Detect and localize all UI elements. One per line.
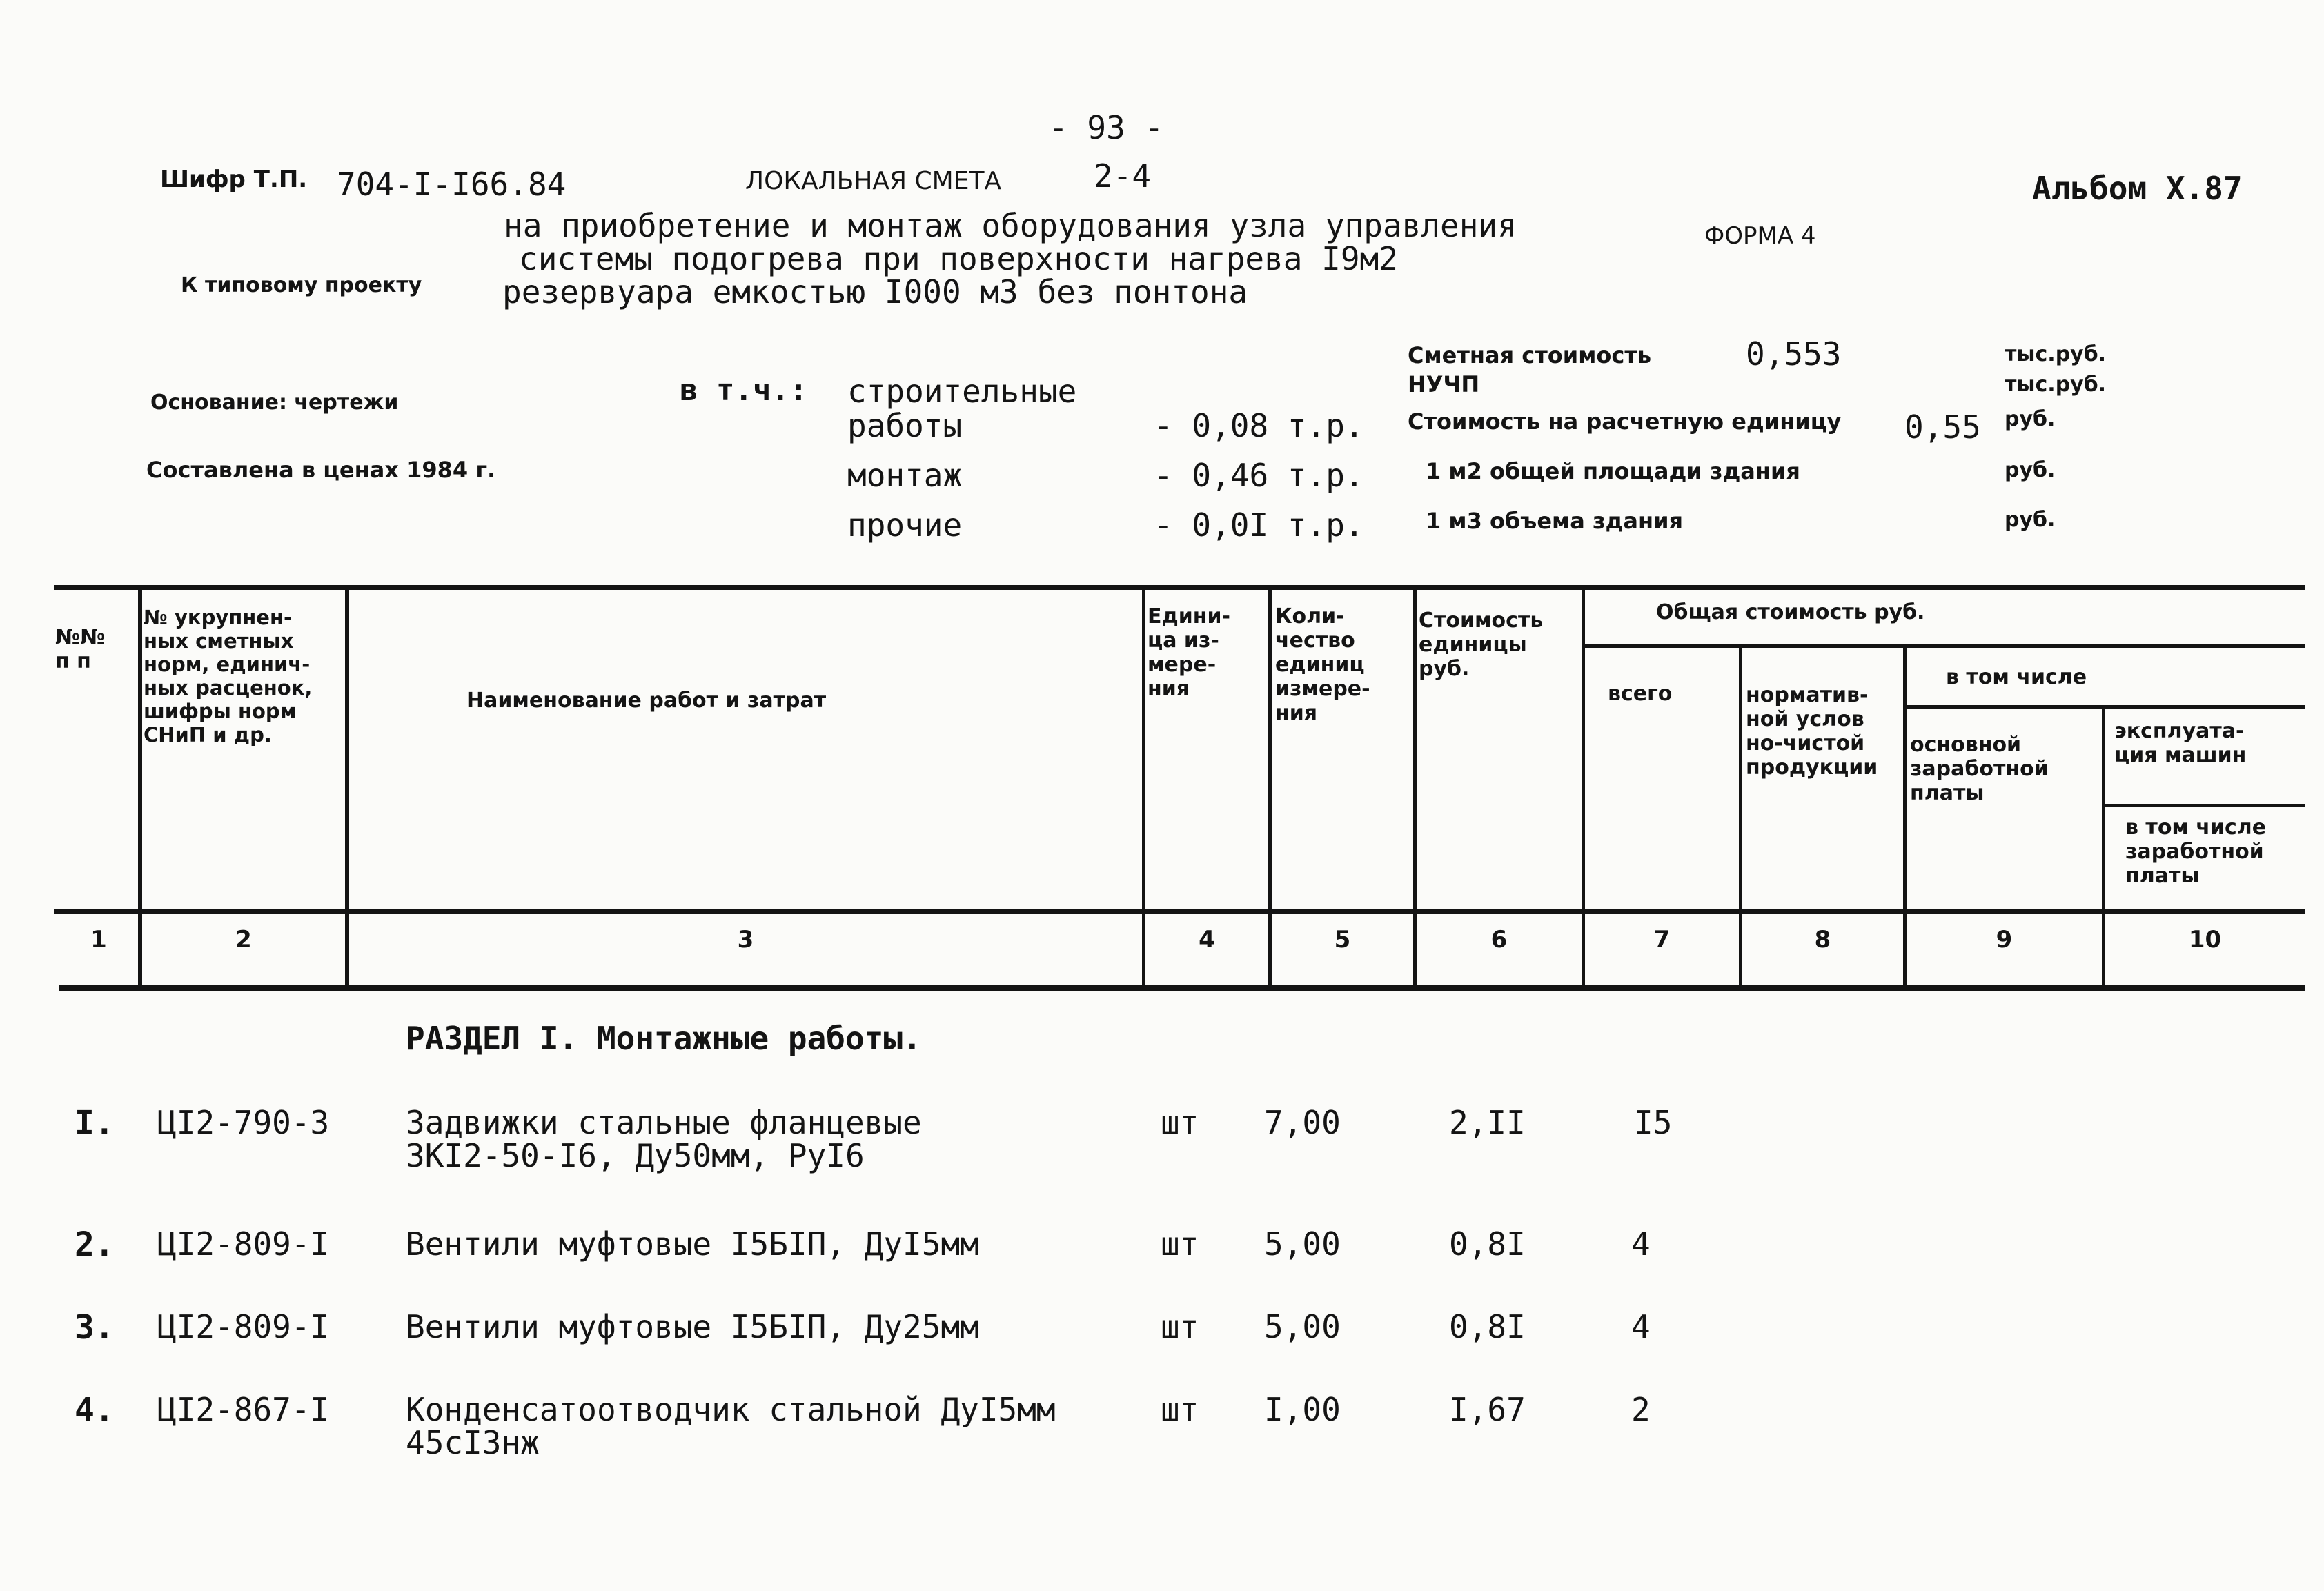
col-number-6: 6 xyxy=(1490,926,1508,953)
hdr-col-2: № укрупнен- ных сметных норм, единич- ных расценок, шифры норм СНиП и др. xyxy=(144,606,313,747)
cipher-label: Шифр Т.П. xyxy=(160,166,308,193)
row-total: 2 xyxy=(1631,1391,1651,1428)
row-qty: 5,00 xyxy=(1264,1308,1341,1345)
col-number-2: 2 xyxy=(235,926,252,953)
incl-item-3-value: - 0,0I т.р. xyxy=(1154,506,1364,544)
row-qty: 5,00 xyxy=(1264,1225,1341,1263)
doc-number: 2-4 xyxy=(1094,157,1152,195)
unit-thousand-1: тыс.руб. xyxy=(2005,342,2107,366)
row-name-line-2: 45сI3нж xyxy=(406,1424,540,1461)
row-price: I,67 xyxy=(1449,1391,1526,1428)
hdr-col-1: №№ п п xyxy=(55,625,106,673)
basis-label: Основание: чертежи xyxy=(150,391,399,415)
row-code: ЦI2-867-I xyxy=(157,1391,330,1428)
section-title: РАЗДЕЛ I. Монтажные работы. xyxy=(406,1020,922,1057)
per-m2-label: 1 м2 общей площади здания xyxy=(1426,458,1800,484)
col-number-4: 4 xyxy=(1199,926,1215,953)
incl-label: в т.ч.: xyxy=(680,373,808,408)
form-label: ФОРМА 4 xyxy=(1704,222,1816,250)
row-price: 2,II xyxy=(1449,1104,1526,1141)
row-number: 3. xyxy=(75,1308,115,1347)
hdr-col-5: Коли- чество единиц измере- ния xyxy=(1275,604,1370,725)
hdr-col-3: Наименование работ и затрат xyxy=(466,689,827,713)
hdr-col-10: в том числе заработной платы xyxy=(2125,816,2267,888)
unit-thousand-2: тыс.руб. xyxy=(2005,373,2107,397)
row-name-line-1: Вентили муфтовые I5БIП, Ду25мм xyxy=(406,1308,979,1345)
row-name-line-1: Вентили муфтовые I5БIП, ДуI5мм xyxy=(406,1225,979,1263)
machines-rule xyxy=(2105,804,2305,807)
hdr-col-7: всего xyxy=(1608,682,1673,706)
album-label: Альбом X.87 xyxy=(2032,170,2243,207)
row-code: ЦI2-790-3 xyxy=(157,1104,330,1141)
hdr-col-4: Едини- ца из- мере- ния xyxy=(1148,604,1230,701)
estimate-cost-value: 0,553 xyxy=(1746,335,1842,373)
col-number-5: 5 xyxy=(1334,926,1351,953)
row-unit: шт xyxy=(1161,1225,1199,1263)
hdr-col-8: норматив- ной услов но-чистой продукции xyxy=(1746,683,1878,780)
incl-item-2-value: - 0,46 т.р. xyxy=(1154,457,1364,494)
unit-cost-value: 0,55 xyxy=(1904,408,1981,446)
hdr-total-group: Общая стоимость руб. xyxy=(1656,600,1925,624)
prices-label: Составлена в ценах 1984 г. xyxy=(146,457,496,483)
row-qty: I,00 xyxy=(1264,1391,1341,1428)
row-unit: шт xyxy=(1161,1391,1199,1428)
col-number-8: 8 xyxy=(1814,926,1831,953)
row-total: 4 xyxy=(1631,1225,1651,1263)
hdr-col-6: Стоимость единицы руб. xyxy=(1419,609,1544,681)
incl-item-1-name2: работы xyxy=(847,407,963,444)
to-project-label: К типовому проекту xyxy=(181,273,422,297)
total-group-rule xyxy=(1584,644,2305,648)
estimate-cost-label: Сметная стоимость xyxy=(1408,342,1652,368)
incl-item-1-value: - 0,08 т.р. xyxy=(1154,407,1364,444)
nuchp-label: НУЧП xyxy=(1408,371,1480,397)
col-number-7: 7 xyxy=(1653,926,1671,953)
incl-item-1-name: строительные xyxy=(847,373,1077,410)
title-line-1: на приобретение и монтаж оборудования узла управления xyxy=(504,207,1517,244)
table-bottom-rule xyxy=(59,985,2305,991)
row-name-line-1: Конденсатоотводчик стальной ДуI5мм xyxy=(406,1391,1056,1428)
row-total: 4 xyxy=(1631,1308,1651,1345)
incl-item-3-name: прочие xyxy=(847,506,963,544)
row-qty: 7,00 xyxy=(1264,1104,1341,1141)
row-code: ЦI2-809-I xyxy=(157,1225,330,1263)
incl-group-rule xyxy=(1906,705,2305,709)
col-number-3: 3 xyxy=(737,926,754,953)
col-number-9: 9 xyxy=(1996,926,2013,953)
unit-rub-3: руб. xyxy=(2005,508,2056,532)
row-price: 0,8I xyxy=(1449,1225,1526,1263)
incl-item-2-name: монтаж xyxy=(847,457,963,494)
col-number-1: 1 xyxy=(90,926,107,953)
row-unit: шт xyxy=(1161,1308,1199,1345)
table-header-rule xyxy=(54,909,2305,914)
row-name-line-2: 3КI2-50-I6, Ду50мм, РуI6 xyxy=(406,1137,865,1174)
unit-cost-label: Стоимость на расчетную единицу xyxy=(1408,408,1842,435)
title-line-3: резервуара емкостью I000 м3 без понтона xyxy=(502,273,1248,310)
col-number-10: 10 xyxy=(2188,926,2222,953)
row-number: 4. xyxy=(75,1391,115,1430)
row-total: I5 xyxy=(1634,1104,1673,1141)
unit-rub-1: руб. xyxy=(2005,407,2056,431)
row-code: ЦI2-809-I xyxy=(157,1308,330,1345)
row-price: 0,8I xyxy=(1449,1308,1526,1345)
row-number: I. xyxy=(75,1104,115,1143)
doc-type: ЛОКАЛЬНАЯ СМЕТА xyxy=(745,167,1002,195)
title-line-2: системы подогрева при поверхности нагрева I9м2 xyxy=(519,240,1398,277)
row-number: 2. xyxy=(75,1225,115,1264)
page-number: - 93 - xyxy=(1049,109,1164,146)
row-name-line-1: Задвижки стальные фланцевые xyxy=(406,1104,922,1141)
hdr-col-10-group: эксплуата- ция машин xyxy=(2114,719,2247,767)
hdr-incl-group: в том числе xyxy=(1946,665,2087,689)
unit-rub-2: руб. xyxy=(2005,458,2056,482)
cipher-value: 704-I-I66.84 xyxy=(337,166,567,203)
table-top-rule xyxy=(54,585,2305,590)
row-unit: шт xyxy=(1161,1104,1199,1141)
hdr-col-9: основной заработной платы xyxy=(1910,733,2049,805)
per-m3-label: 1 м3 объема здания xyxy=(1426,508,1684,534)
